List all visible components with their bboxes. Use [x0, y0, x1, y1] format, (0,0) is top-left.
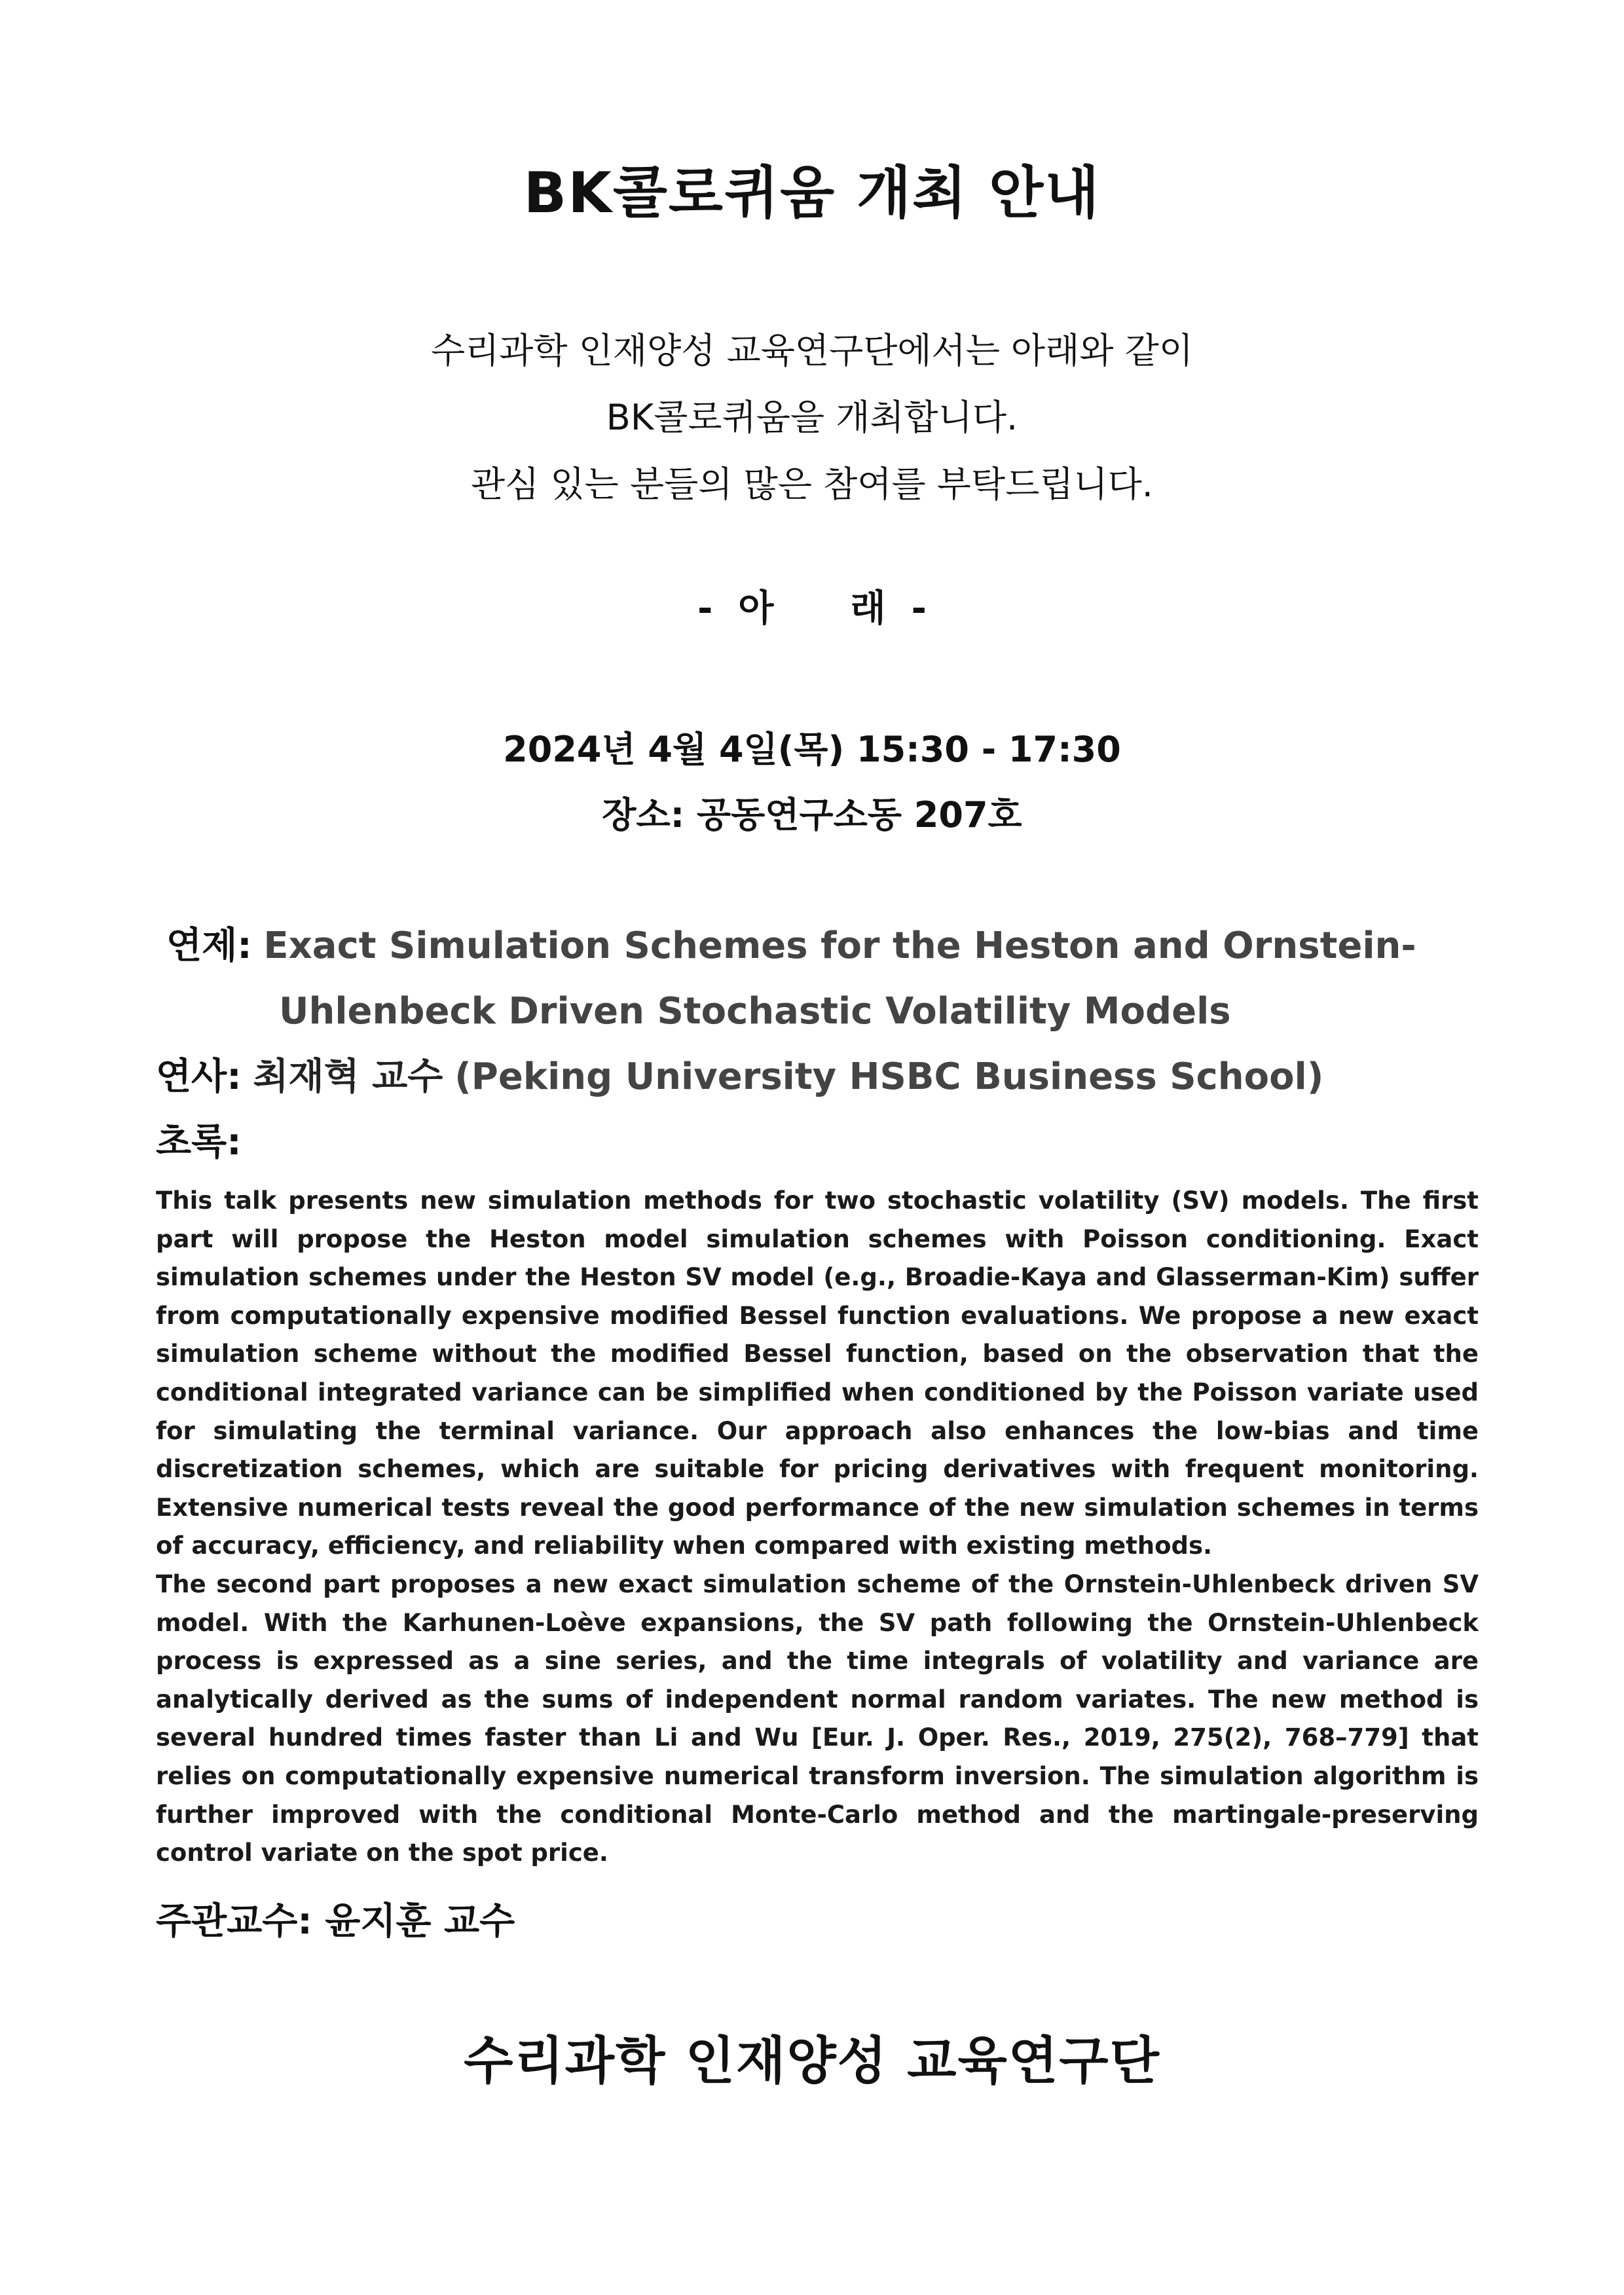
abstract-paragraph: The second part proposes a new exact simulation scheme of the Ornstein-Uhlenbeck driven SV model. With the Karhunen-Loève expansions, the SV path following the Ornstein-Uhlenbeck process is expressed as a sine series, and the time integrals of volatility and variance are analytically derived as the sums of independent normal random variates. The new method is several hundred times faster than Li and Wu [Eur. J. Oper. Res., 2019, 275(2), 768–779] that relies on computationally expensive numerical transform inversion. The simulation algorithm is further improved with the conditional Monte-Carlo method and the martingale-preserving control variate on the spot price. — [156, 1570, 1479, 1867]
host-label: 주관교수: — [156, 1900, 312, 1943]
notice-marker: - 아 래 - — [697, 587, 927, 630]
intro-text — [0, 318, 1624, 518]
event-details — [0, 717, 1624, 848]
abstract-body — [156, 1182, 1479, 1873]
lecture-title: Exact Simulation Schemes for the Heston and Ornstein-Uhlenbeck Driven Stochastic Volatility Models — [263, 925, 1416, 1033]
speaker-name: 최재혁 교수 — [253, 1056, 443, 1098]
event-location: 장소: 공동연구소동 207호 — [602, 794, 1022, 835]
intro-line-3: 관심 있는 분들의 많은 참여를 부탁드립니다. — [471, 464, 1153, 505]
event-datetime: 2024년 4월 4일(목) 15:30 - 17:30 — [503, 729, 1121, 770]
host-professor — [156, 1892, 515, 1945]
intro-line-1: 수리과학 인재양성 교육연구단에서는 아래와 같이 — [430, 330, 1194, 371]
host-name: 윤지훈 교수 — [325, 1900, 515, 1943]
speaker-affiliation: (Peking University HSBC Business School) — [454, 1056, 1324, 1098]
abstract-label: 초록: — [156, 1121, 242, 1164]
page-title: BK콜로퀴움 개최 안내 — [523, 160, 1101, 226]
speaker-label: 연사: — [156, 1056, 242, 1098]
lecture-title-label: 연제: — [166, 925, 252, 967]
lecture-title-row — [156, 913, 1492, 1044]
abstract-paragraph: This talk presents new simulation methods for two stochastic volatility (SV) models. The first part will propose the Heston model simulation schemes with Poisson conditioning. Exact simulation schemes under the Heston SV model (e.g., Broadie-Kaya and Glasserman-Kim) suffer from computationally expensive modified Bessel function evaluations. We propose a new exact simulation scheme without the modified Bessel function, based on the observation that the conditional integrated variance can be simplified when conditioned by the Poisson variate used for simulating the terminal variance. Our approach also enhances the low-bias and time discretization schemes, which are suitable for pricing derivatives with frequent monitoring. Extensive numerical tests reveal the good performance of the new simulation schemes in terms of accuracy, efficiency, and reliability when compared with existing methods. — [156, 1186, 1479, 1560]
lecture-info — [156, 913, 1492, 1175]
speaker-row — [156, 1044, 1492, 1110]
footer-organization: 수리과학 인재양성 교육연구단 — [464, 2032, 1160, 2091]
intro-line-2: BK콜로퀴움을 개최합니다. — [606, 397, 1018, 438]
